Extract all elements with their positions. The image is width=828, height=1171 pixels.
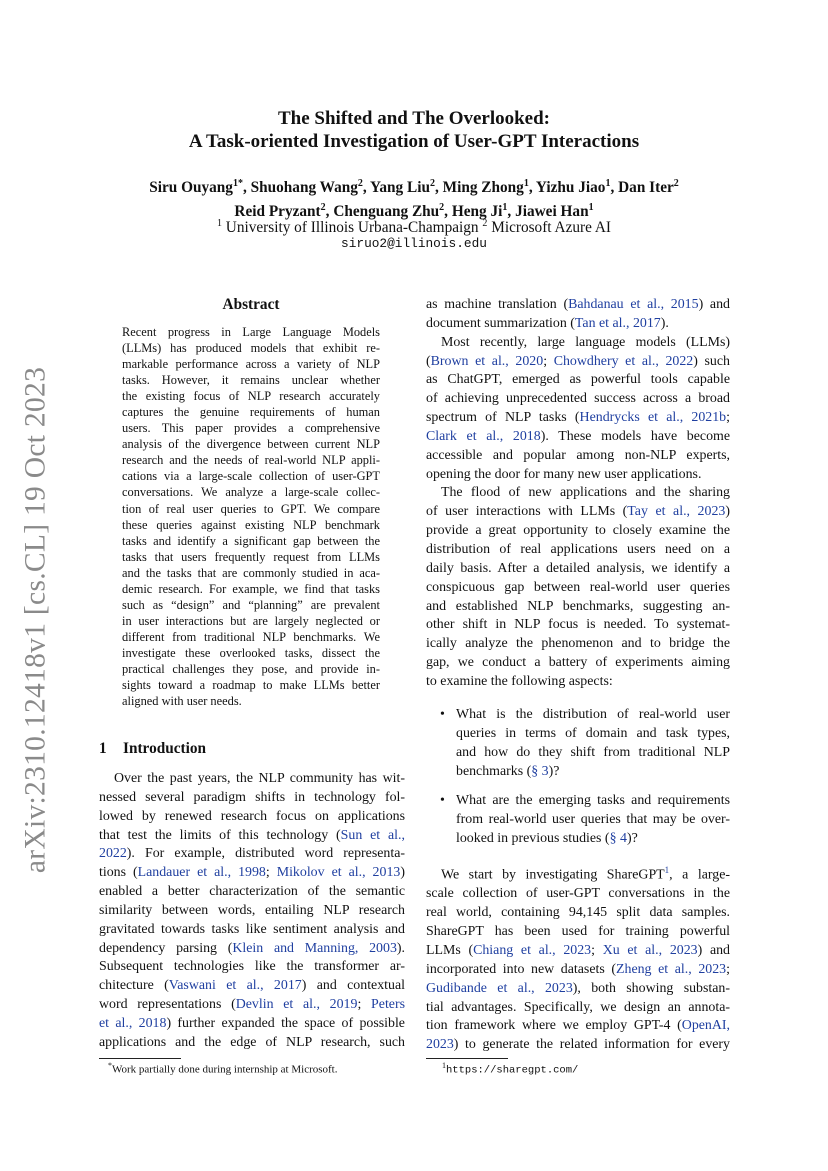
text-span: LLMs ( bbox=[426, 943, 474, 958]
text-line: accessible and popular among non-NLP experts, bbox=[426, 447, 730, 463]
citation-link[interactable]: Gudibande et al., 2023 bbox=[426, 980, 573, 996]
contact-email[interactable]: siruo2@illinois.edu bbox=[341, 236, 487, 251]
text-span: ; bbox=[591, 943, 603, 958]
abstract-line: (LLMs) has produced models that exhibit re- bbox=[122, 341, 380, 356]
author: Reid Pryzant bbox=[234, 203, 321, 221]
text-span: )? bbox=[548, 763, 560, 779]
text-span: ) to generate the related information for every bbox=[453, 1037, 730, 1053]
footnote-mark: 1 bbox=[442, 1061, 446, 1070]
footnote-text: Work partially done during internship at Microsoft. bbox=[112, 1063, 338, 1076]
text-line bbox=[99, 827, 405, 846]
text-span: chitecture ( bbox=[99, 978, 169, 994]
text-line bbox=[426, 942, 730, 961]
citation-link[interactable]: Xu et al., 2023 bbox=[602, 943, 698, 958]
citation-link[interactable]: 2022 bbox=[99, 846, 127, 862]
author-affiliation-mark: 1 bbox=[523, 178, 529, 189]
text-line: Most recently, large language models (LLMs) bbox=[441, 334, 730, 350]
author-affiliation-mark: 2 bbox=[320, 202, 326, 214]
text-span: document summarization ( bbox=[426, 315, 575, 331]
abstract-heading: Abstract bbox=[222, 296, 280, 313]
abstract-line: practical challenges they pose, and provide in- bbox=[122, 661, 380, 676]
text-line bbox=[99, 996, 405, 1015]
text-line: lowed by renewed research focus on applications bbox=[99, 808, 405, 824]
text-span: tion framework where we employ GPT-4 ( bbox=[426, 1018, 682, 1034]
intro-right-column-continued bbox=[426, 861, 730, 1055]
text-line: conspicuous gap between real-world user queries bbox=[426, 579, 730, 595]
abstract-line: Recent progress in Large Language Models bbox=[122, 325, 380, 339]
text-span: We start by investigating ShareGPT bbox=[441, 867, 665, 883]
abstract-line: markable performance across a variety of NLP bbox=[122, 357, 380, 372]
text-span: ) and bbox=[698, 297, 730, 312]
text-span: that test the limits of this technology ( bbox=[99, 827, 341, 843]
text-line: gap, we conduct a battery of experiments aiming bbox=[426, 655, 730, 671]
text-line: daily basis. After a detailed analysis, we identify a bbox=[426, 560, 730, 576]
citation-link[interactable]: Hendrycks et al., 2021b bbox=[579, 410, 727, 426]
text-line: tial advantages. Specifically, we design an annota- bbox=[426, 999, 730, 1015]
footnote-link[interactable]: 1 bbox=[664, 865, 670, 875]
footnote-right bbox=[442, 1061, 578, 1077]
text-span: ) further expanded the space of possible bbox=[166, 1015, 405, 1031]
footnote-mark: * bbox=[108, 1061, 112, 1070]
text-span: ). For example, distributed word representa- bbox=[126, 846, 405, 862]
text-line: What are the emerging tasks and requirements bbox=[456, 793, 730, 809]
text-line: distribution of real applications users need on a bbox=[426, 541, 730, 557]
author-affiliation-mark: 1 bbox=[588, 202, 594, 214]
author-line-1: Siru Ouyang$^{1*}$, Shuohang Wang$^2$, Yang Liu$^2$, Ming Zhong$^1$, Yizhu Jiao$^1$, Dan Iter$^2$ bbox=[149, 178, 679, 197]
text-line bbox=[99, 845, 405, 864]
abstract-line: demic research. For example, we find that tasks bbox=[122, 581, 380, 596]
abstract-body bbox=[122, 324, 380, 709]
text-line: What is the distribution of real-world user bbox=[456, 707, 730, 722]
citation-link[interactable]: Chiang et al., 2023 bbox=[473, 943, 592, 958]
citation-link[interactable]: Tay et al., 2023 bbox=[627, 504, 726, 520]
text-line: from real-world user queries that may be over- bbox=[456, 812, 730, 828]
abstract-line: tasks that users frequently request from LLMs bbox=[122, 549, 380, 564]
text-span: ) and bbox=[697, 943, 731, 958]
text-line: nessed several paradigm shifts in technology fol- bbox=[99, 789, 405, 805]
section-number: 1 bbox=[99, 740, 107, 757]
intro-right-column bbox=[426, 296, 730, 692]
text-line bbox=[456, 763, 730, 782]
text-span: incorporated into new datasets ( bbox=[426, 961, 617, 977]
citation-link[interactable]: Landauer et al., 1998 bbox=[137, 865, 266, 881]
author: Ming Zhong bbox=[442, 179, 524, 197]
citation-link[interactable]: Zheng et al., 2023 bbox=[616, 961, 727, 977]
text-span: ). bbox=[660, 315, 669, 331]
list-item bbox=[426, 792, 730, 849]
title-line-2: A Task-oriented Investigation of User-GPT Interactions bbox=[188, 131, 640, 152]
author-affiliation-mark: 1 bbox=[502, 202, 508, 214]
abstract-line: different from traditional NLP benchmarks. We bbox=[122, 629, 380, 644]
footnote-divider bbox=[99, 1058, 181, 1059]
bullet-icon: • bbox=[440, 793, 445, 809]
text-span: , a large- bbox=[669, 867, 730, 883]
section-link[interactable]: § 4 bbox=[609, 831, 627, 847]
citation-link[interactable]: Clark et al., 2018 bbox=[426, 428, 541, 444]
author: Siru Ouyang bbox=[149, 179, 233, 197]
author-line-2: Reid Pryzant$^2$, Chenguang Zhu$^2$, Heng Ji$^1$, Jiawei Han$^1$ bbox=[234, 202, 594, 221]
citation-link[interactable]: OpenAI, bbox=[681, 1018, 730, 1034]
text-line bbox=[426, 980, 730, 999]
text-span: looked in previous studies ( bbox=[456, 831, 610, 847]
text-span: spectrum of NLP tasks ( bbox=[426, 410, 580, 426]
text-line bbox=[99, 977, 405, 996]
abstract-line: investigate these overlooked tasks, dissect the bbox=[122, 645, 380, 660]
text-line bbox=[456, 830, 730, 849]
text-line: real world, containing 94,145 split data samples. bbox=[426, 905, 730, 921]
affiliation: Microsoft Azure AI bbox=[491, 219, 612, 237]
author-affiliation-mark: 1 bbox=[605, 178, 611, 189]
author-affiliation-mark: 2 bbox=[357, 178, 363, 189]
text-line bbox=[426, 315, 730, 334]
intro-left-column bbox=[99, 770, 405, 1053]
citation-link[interactable]: Vaswani et al., 2017 bbox=[168, 978, 302, 994]
text-line bbox=[426, 1036, 730, 1055]
abstract-line: tasks and identify a significant gap between the bbox=[122, 533, 380, 548]
text-line bbox=[426, 409, 730, 428]
text-line: opening the door for many new user applications. bbox=[426, 466, 702, 482]
text-span: ) and contextual bbox=[301, 978, 405, 994]
text-line: and established NLP benchmarks, suggesting an- bbox=[426, 598, 730, 614]
text-span: ( bbox=[426, 353, 431, 369]
author-affiliation-mark: 1* bbox=[232, 178, 243, 189]
text-span: ; bbox=[543, 353, 554, 369]
footnote-url-link[interactable]: https://sharegpt.com/ bbox=[446, 1064, 579, 1077]
affiliation-mark: 1 bbox=[216, 218, 222, 229]
introduction-heading bbox=[99, 740, 206, 758]
author: Shuohang Wang bbox=[250, 179, 358, 197]
text-line bbox=[426, 1017, 730, 1036]
abstract-line: aligned with user needs. bbox=[122, 694, 242, 709]
text-line bbox=[426, 503, 730, 522]
research-questions-list bbox=[426, 706, 730, 849]
text-span: ). bbox=[396, 940, 406, 956]
text-line: queries in terms of domain and task types, bbox=[456, 725, 730, 741]
text-span: ; bbox=[265, 865, 277, 881]
text-line: as ChatGPT, emerged as powerful tools capable bbox=[426, 372, 730, 388]
abstract-line: in user interactions but are largely neglected or bbox=[122, 613, 380, 628]
text-line: similarity between words, entailing NLP research bbox=[99, 902, 405, 918]
citation-link[interactable]: 2023 bbox=[426, 1037, 454, 1053]
author: Chenguang Zhu bbox=[333, 203, 440, 221]
abstract-line: and the tasks that are commonly studied in aca- bbox=[122, 565, 380, 580]
section-link[interactable]: § 3 bbox=[531, 763, 549, 779]
text-line: applications and the edge of NLP research, such bbox=[99, 1034, 405, 1050]
text-span: as machine translation ( bbox=[426, 297, 569, 312]
text-line bbox=[426, 296, 730, 315]
citation-link[interactable]: Tan et al., 2017 bbox=[574, 315, 661, 331]
abstract-line: such as “design” and “planning” are prevalent bbox=[122, 597, 380, 612]
abstract-line: sights toward a roadmap to make LLMs better bbox=[122, 678, 380, 693]
arxiv-identifier: arXiv:2310.12418v1 [cs.CL] 19 Oct 2023 bbox=[19, 366, 52, 874]
citation-link[interactable]: Brown et al., 2020 bbox=[430, 353, 544, 369]
title-line-1: The Shifted and The Overlooked: bbox=[277, 108, 551, 129]
author: Dan Iter bbox=[618, 179, 674, 197]
abstract-line: captures the genuine requirements of human bbox=[122, 405, 380, 420]
abstract-line: users. This paper provides a comprehensive bbox=[122, 421, 380, 436]
abstract-line: tion of real user queries to GPT. We compare bbox=[122, 501, 380, 516]
arxiv-sidebar bbox=[14, 366, 58, 874]
text-line: gravitated towards tasks like sentiment analysis and bbox=[99, 921, 405, 937]
text-line: Subsequent technologies like the transformer ar- bbox=[99, 959, 405, 975]
text-span: tions ( bbox=[99, 865, 138, 881]
citation-link[interactable]: Devlin et al., 2019 bbox=[235, 997, 358, 1013]
text-line bbox=[99, 864, 405, 883]
text-span: ) bbox=[400, 865, 405, 881]
author-affiliation-mark: 2 bbox=[429, 178, 435, 189]
text-span: benchmarks ( bbox=[456, 763, 532, 779]
text-line bbox=[426, 428, 730, 447]
text-span: ; bbox=[726, 410, 730, 426]
abstract-line: tasks. However, it remains unclear whether bbox=[122, 373, 380, 388]
text-span: ; bbox=[357, 997, 372, 1013]
citation-link[interactable]: Sun et al., bbox=[340, 827, 405, 843]
text-span: ; bbox=[726, 961, 730, 977]
bullet-icon: • bbox=[440, 707, 445, 722]
paper-title bbox=[80, 107, 748, 153]
footnote-divider bbox=[426, 1058, 508, 1059]
citation-link[interactable]: Peters bbox=[371, 997, 405, 1013]
text-line bbox=[426, 353, 730, 372]
abstract-line: research and the needs of real-world NLP appli- bbox=[122, 453, 380, 468]
text-line bbox=[99, 940, 405, 959]
affiliation: University of Illinois Urbana-Champaign bbox=[225, 219, 479, 237]
abstract-line: cations via a large-scale collection of user-GPT bbox=[122, 469, 380, 484]
text-span: ) such bbox=[693, 353, 730, 369]
abstract-line: these queries against existing NLP benchmark bbox=[122, 517, 380, 532]
text-line: ically analyze the phenomenon and to bridge the bbox=[426, 636, 730, 652]
list-item bbox=[426, 706, 730, 781]
citation-link[interactable]: et al., 2018 bbox=[99, 1015, 167, 1031]
text-span: dependency parsing ( bbox=[99, 940, 233, 956]
author: Heng Ji bbox=[451, 203, 503, 221]
author: Jiawei Han bbox=[515, 203, 589, 221]
text-line: provide a great opportunity to closely examine the bbox=[426, 523, 730, 539]
text-span: ). These models have become bbox=[540, 428, 730, 444]
text-span: ) bbox=[725, 504, 730, 520]
author: Yizhu Jiao bbox=[535, 179, 606, 197]
text-line bbox=[426, 961, 730, 980]
citation-link[interactable]: Klein and Manning, 2003 bbox=[232, 940, 397, 956]
section-title: Introduction bbox=[123, 740, 207, 757]
text-line bbox=[426, 861, 730, 885]
text-line: to examine the following aspects: bbox=[426, 673, 613, 689]
text-line: other shift in NLP focus is needed. To systemat- bbox=[426, 617, 730, 633]
text-line: and how do they shift from traditional NLP bbox=[456, 744, 730, 760]
affiliation-mark: 2 bbox=[482, 218, 488, 229]
text-span: word representations ( bbox=[99, 997, 236, 1013]
text-line: scale collection of user-GPT conversations in the bbox=[426, 886, 730, 902]
text-line: Over the past years, the NLP community has wit- bbox=[114, 771, 405, 786]
text-line: ShareGPT has been used for training powerful bbox=[426, 924, 730, 940]
citation-link[interactable]: Bahdanau et al., 2015 bbox=[568, 297, 699, 312]
text-line bbox=[99, 1015, 405, 1034]
text-line: The flood of new applications and the sharing bbox=[441, 485, 730, 501]
author-affiliation-mark: 2 bbox=[439, 202, 445, 214]
text-span: )? bbox=[626, 831, 638, 847]
text-line: enabled a better characterization of the semantic bbox=[99, 884, 405, 900]
affiliations bbox=[80, 214, 748, 238]
citation-link[interactable]: Mikolov et al., 2013 bbox=[276, 865, 401, 881]
abstract-line: the existing focus of NLP research accurately bbox=[122, 389, 380, 404]
abstract-line: analysis of the divergence between current NLP bbox=[122, 437, 380, 452]
footnote-left bbox=[108, 1061, 337, 1076]
abstract-line: conversations. We analyze a large-scale collec- bbox=[122, 485, 380, 500]
text-span: of user interactions with LLMs ( bbox=[426, 504, 628, 520]
citation-link[interactable]: Chowdhery et al., 2022 bbox=[553, 353, 694, 369]
author-affiliation-mark: 2 bbox=[673, 178, 679, 189]
text-line: of achieving unprecedented success across a broad bbox=[426, 391, 730, 407]
author: Yang Liu bbox=[370, 179, 430, 197]
text-span: ), both showing substan- bbox=[572, 980, 730, 996]
